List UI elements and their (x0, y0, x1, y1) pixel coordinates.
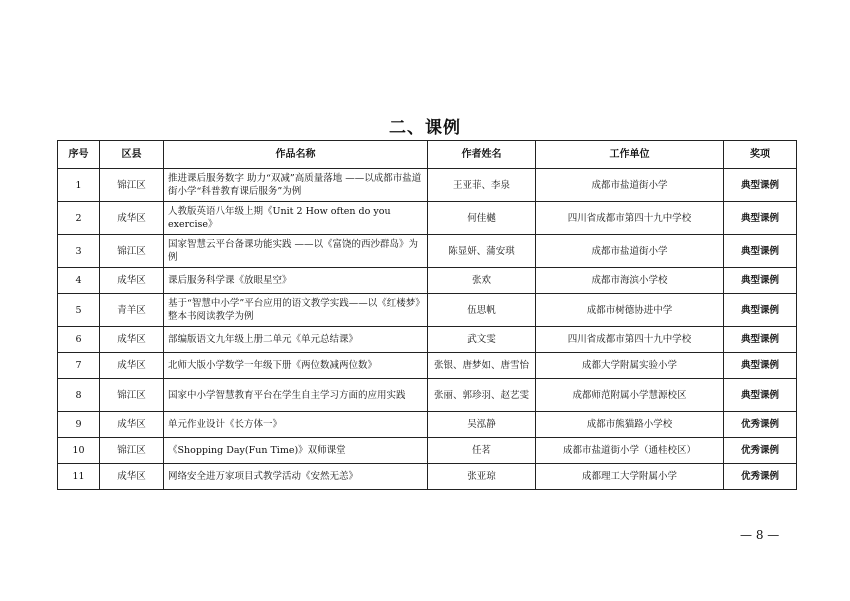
table-row (58, 327, 797, 353)
cell-index: 5 (58, 294, 100, 327)
cell-district: 锦江区 (100, 438, 164, 464)
cell-author: 武文雯 (428, 327, 536, 353)
cell-workplace: 成都市树德协进中学 (536, 294, 724, 327)
cell-work-title: 人教版英语八年级上期《Unit 2 How often do you exercise》 (164, 202, 428, 235)
cell-district: 锦江区 (100, 235, 164, 268)
cell-workplace: 成都市盐道街小学 (536, 169, 724, 202)
awards-table (57, 140, 797, 490)
cell-award: 典型课例 (724, 235, 797, 268)
cell-index: 6 (58, 327, 100, 353)
table-header-row (58, 141, 797, 169)
header-work-title: 作品名称 (164, 141, 428, 169)
cell-index: 4 (58, 268, 100, 294)
page-title: 二、课例 (389, 118, 461, 138)
header-workplace: 工作单位 (536, 141, 724, 169)
page-number: — 8 — (740, 528, 780, 542)
cell-district: 锦江区 (100, 379, 164, 412)
cell-work-title: 国家中小学智慧教育平台在学生自主学习方面的应用实践 (164, 379, 428, 412)
cell-work-title: 网络安全进万家项目式教学活动《安然无恙》 (164, 464, 428, 490)
cell-workplace: 四川省成都市第四十九中学校 (536, 327, 724, 353)
table-body (58, 169, 797, 490)
cell-author: 张丽、郭珍羽、赵艺雯 (428, 379, 536, 412)
cell-district: 成华区 (100, 327, 164, 353)
cell-author: 王亚菲、李泉 (428, 169, 536, 202)
cell-workplace: 成都大学附属实验小学 (536, 353, 724, 379)
cell-work-title: 《Shopping Day(Fun Time)》双师课堂 (164, 438, 428, 464)
header-author: 作者姓名 (428, 141, 536, 169)
table-row (58, 169, 797, 202)
table-row (58, 379, 797, 412)
cell-award: 典型课例 (724, 169, 797, 202)
cell-index: 2 (58, 202, 100, 235)
cell-author: 何佳樾 (428, 202, 536, 235)
table-row (58, 353, 797, 379)
cell-index: 1 (58, 169, 100, 202)
cell-district: 成华区 (100, 268, 164, 294)
cell-workplace: 成都市熊猫路小学校 (536, 412, 724, 438)
header-award: 奖项 (724, 141, 797, 169)
table-row (58, 268, 797, 294)
cell-work-title: 单元作业设计《长方体一》 (164, 412, 428, 438)
cell-author: 张银、唐梦如、唐雪怡 (428, 353, 536, 379)
cell-district: 成华区 (100, 202, 164, 235)
cell-work-title: 课后服务科学课《放眼星空》 (164, 268, 428, 294)
cell-workplace: 成都市盐道街小学 (536, 235, 724, 268)
cell-author: 伍思帆 (428, 294, 536, 327)
cell-author: 吴泓静 (428, 412, 536, 438)
cell-index: 10 (58, 438, 100, 464)
cell-award: 优秀课例 (724, 464, 797, 490)
table-row (58, 438, 797, 464)
cell-award: 优秀课例 (724, 412, 797, 438)
cell-workplace: 成都市盐道街小学（通桂校区） (536, 438, 724, 464)
cell-work-title: 推进课后服务数字 助力“双减”高质量落地 ——以成都市盐道街小学“科普教育课后服务”为例 (164, 169, 428, 202)
cell-award: 优秀课例 (724, 438, 797, 464)
cell-work-title: 部编版语文九年级上册二单元《单元总结课》 (164, 327, 428, 353)
table-row (58, 412, 797, 438)
header-district: 区县 (100, 141, 164, 169)
cell-workplace: 成都市海滨小学校 (536, 268, 724, 294)
cell-district: 成华区 (100, 464, 164, 490)
cell-district: 锦江区 (100, 169, 164, 202)
cell-work-title: 国家智慧云平台备课功能实践 ——以《富饶的西沙群岛》为例 (164, 235, 428, 268)
cell-award: 典型课例 (724, 327, 797, 353)
cell-award: 典型课例 (724, 268, 797, 294)
cell-index: 8 (58, 379, 100, 412)
cell-author: 张亚琼 (428, 464, 536, 490)
table-row (58, 464, 797, 490)
cell-index: 7 (58, 353, 100, 379)
cell-index: 9 (58, 412, 100, 438)
cell-author: 陈显妍、蒲安琪 (428, 235, 536, 268)
cell-workplace: 成都师范附属小学慧源校区 (536, 379, 724, 412)
table-row (58, 294, 797, 327)
cell-index: 11 (58, 464, 100, 490)
cell-award: 典型课例 (724, 202, 797, 235)
cell-author: 任茗 (428, 438, 536, 464)
table-row (58, 202, 797, 235)
cell-workplace: 成都理工大学附属小学 (536, 464, 724, 490)
cell-district: 成华区 (100, 412, 164, 438)
cell-workplace: 四川省成都市第四十九中学校 (536, 202, 724, 235)
cell-index: 3 (58, 235, 100, 268)
cell-district: 青羊区 (100, 294, 164, 327)
cell-work-title: 北师大版小学数学一年级下册《两位数减两位数》 (164, 353, 428, 379)
cell-author: 张欢 (428, 268, 536, 294)
cell-award: 典型课例 (724, 294, 797, 327)
cell-work-title: 基于“智慧中小学”平台应用的语文教学实践——以《红楼梦》整本书阅读教学为例 (164, 294, 428, 327)
table-row (58, 235, 797, 268)
cell-award: 典型课例 (724, 379, 797, 412)
header-index: 序号 (58, 141, 100, 169)
cell-district: 成华区 (100, 353, 164, 379)
cell-award: 典型课例 (724, 353, 797, 379)
